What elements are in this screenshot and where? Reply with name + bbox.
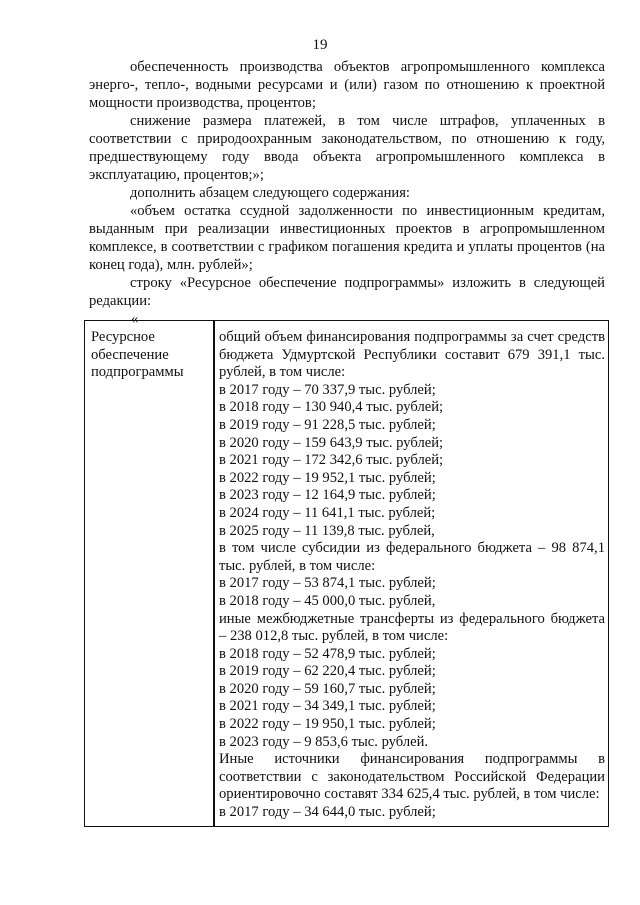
resource-table <box>84 320 609 827</box>
funding-line: в 2022 году – 19 950,1 тыс. рублей; <box>219 716 436 733</box>
funding-line: иные межбюджетные трансферты из федерального бюджета – 238 012,8 тыс. рублей, в том числе: <box>219 610 605 645</box>
funding-line: в 2025 году – 11 139,8 тыс. рублей, <box>219 522 435 539</box>
funding-line: в 2020 году – 159 643,9 тыс. рублей; <box>219 434 444 451</box>
table-row <box>85 321 609 827</box>
funding-line: в 2017 году – 70 337,9 тыс. рублей; <box>219 381 436 398</box>
paragraph: «объем остатка ссудной задолженности по инвестиционным кредитам, выданным при реализации инвестиционных проектов в агропромышленном комплексе, в соответствии с графиком погашения кредита и уплаты процентов (на конец года), млн. рублей»; <box>89 203 605 273</box>
funding-line: в том числе субсидии из федерального бюджета – 98 874,1 тыс. рублей, в том числе: <box>219 540 605 574</box>
funding-line: в 2021 году – 172 342,6 тыс. рублей; <box>219 452 444 469</box>
paragraph: обеспеченность производства объектов агропромышленного комплекса энерго-, тепло-, водными ресурсами и (или) газом по отношению к проектной мощности производства, процентов; <box>89 59 605 111</box>
document-body <box>89 58 605 330</box>
paragraph: снижение размера платежей, в том числе штрафов, уплаченных в соответствии с природоохранным законодательством, по отношению к году, предшествующему году ввода объекта агропромышленного комплекса в эксплуатацию, процентов;»; <box>89 113 605 183</box>
funding-line: в 2017 году – 53 874,1 тыс. рублей; <box>219 575 436 592</box>
funding-line: в 2018 году – 45 000,0 тыс. рублей, <box>219 592 436 609</box>
funding-line: в 2019 году – 62 220,4 тыс. рублей; <box>219 663 436 680</box>
row-label: Ресурсное обеспечение подпрограммы <box>85 321 214 827</box>
opening-quote-mark: « <box>131 311 139 327</box>
funding-line: в 2020 году – 59 160,7 тыс. рублей; <box>219 680 436 697</box>
funding-line: общий объем финансирования подпрограммы за счет средств бюджета Удмуртской Республики составит 679 391,1 тыс. рублей, в том числе: <box>219 329 605 381</box>
funding-line: в 2023 году – 9 853,6 тыс. рублей. <box>219 733 429 750</box>
page-number: 19 <box>312 37 328 53</box>
funding-line: в 2024 году – 11 641,1 тыс. рублей; <box>219 504 436 521</box>
funding-line: в 2019 году – 91 228,5 тыс. рублей; <box>219 416 436 433</box>
funding-line: в 2018 году – 52 478,9 тыс. рублей; <box>219 645 436 662</box>
funding-line: в 2017 году – 34 644,0 тыс. рублей; <box>219 804 436 821</box>
funding-line: Иные источники финансирования подпрограммы в соответствии с законодательством Российской Федерации ориентировочно составят 334 625,4 тыс. рублей, в том числе: <box>219 751 605 803</box>
funding-line: в 2021 году – 34 349,1 тыс. рублей; <box>219 698 436 715</box>
row-content <box>214 321 609 827</box>
paragraph: строку «Ресурсное обеспечение подпрограммы» изложить в следующей редакции: <box>89 275 605 309</box>
paragraph: дополнить абзацем следующего содержания: <box>130 185 410 201</box>
funding-line: в 2023 году – 12 164,9 тыс. рублей; <box>219 487 436 504</box>
funding-line: в 2018 году – 130 940,4 тыс. рублей; <box>219 399 444 416</box>
funding-line: в 2022 году – 19 952,1 тыс. рублей; <box>219 469 436 486</box>
